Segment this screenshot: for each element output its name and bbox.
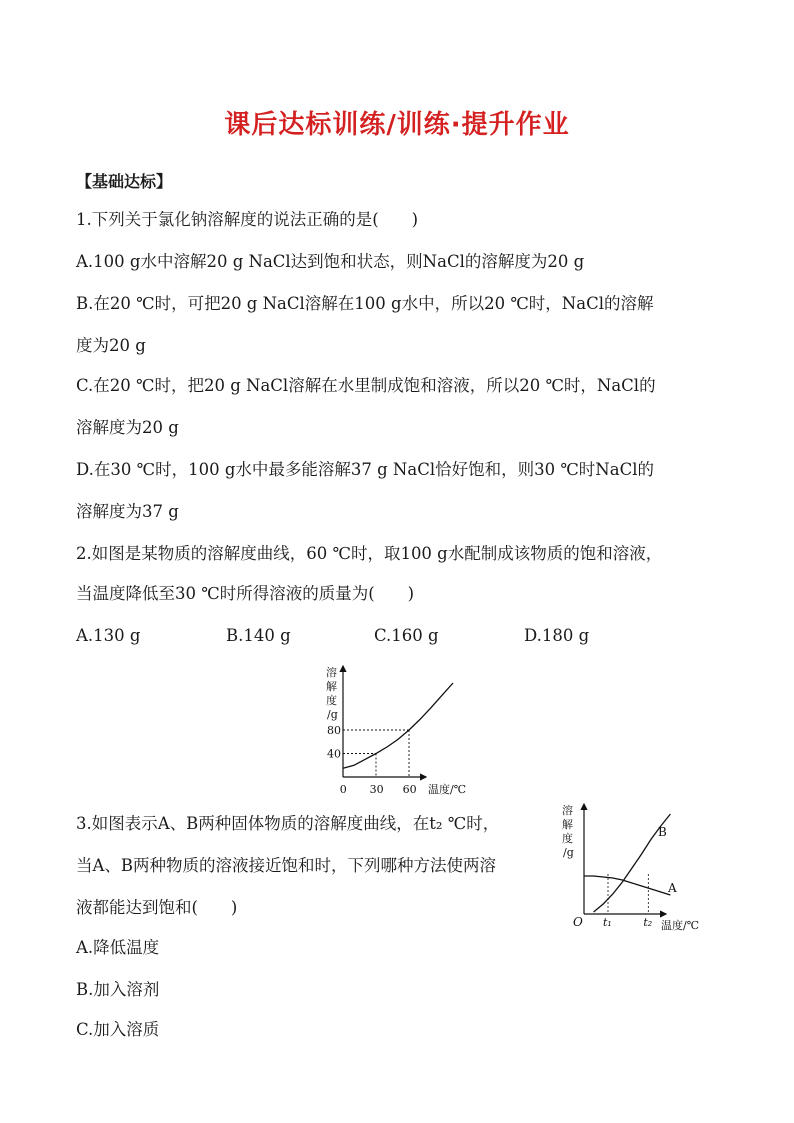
x-axis-label: 温度/℃ xyxy=(428,783,467,796)
origin-label: O xyxy=(573,915,583,929)
q2-stem-line2: 当温度降低至30 ℃时所得溶液的质量为( ) xyxy=(76,584,415,603)
section-label: 【基础达标】 xyxy=(76,172,173,191)
q2-option-a: A.130 g xyxy=(76,626,141,645)
q1-option-c-line1: C.在20 ℃时，把20 g NaCl溶解在水里制成饱和溶液，所以20 ℃时，NaCl的 xyxy=(76,376,656,395)
x-tick-label-0: t₁ xyxy=(603,916,612,929)
q3-stem-line1: 3.如图表示A、B两种固体物质的溶解度曲线，在t₂ ℃时， xyxy=(76,814,500,833)
y-axis-label-2: 解 xyxy=(326,680,337,693)
y-tick-label-1: 80 xyxy=(327,724,341,737)
q3-option-b: B.加入溶剂 xyxy=(76,980,160,999)
y-axis-label-3: 度 xyxy=(326,694,337,707)
x-tick-label-0: 0 xyxy=(339,783,347,796)
x-tick-label-2: 60 xyxy=(402,783,417,796)
x-tick-label-1: 30 xyxy=(369,783,384,796)
x-axis-label: 温度/℃ xyxy=(661,919,700,932)
y-axis-label-3: 度 xyxy=(562,832,573,845)
q2-option-c: C.160 g xyxy=(374,626,439,645)
q3-stem-line2: 当A、B两种物质的溶液接近饱和时，下列哪种方法使两溶 xyxy=(76,856,497,875)
q1-option-d-line1: D.在30 ℃时，100 g水中最多能溶解37 g NaCl恰好饱和，则30 ℃时NaCl的 xyxy=(76,460,654,479)
q2-option-b: B.140 g xyxy=(226,626,291,645)
q1-option-c-line2: 溶解度为20 g xyxy=(76,418,179,437)
q1-option-b-line1: B.在20 ℃时，可把20 g NaCl溶解在100 g水中，所以20 ℃时，NaCl的溶解 xyxy=(76,294,654,313)
q3-stem-line3: 液都能达到饱和( ) xyxy=(76,898,238,917)
y-axis-label-1: 溶 xyxy=(562,804,573,817)
curve-a-label: A xyxy=(668,881,677,895)
q1-option-b-line2: 度为20 g xyxy=(76,336,146,355)
curve-b-label: B xyxy=(658,825,667,839)
curve-a xyxy=(584,876,670,895)
y-tick-label-0: 40 xyxy=(327,747,341,761)
q1-option-d-line2: 溶解度为37 g xyxy=(76,502,179,521)
solubility-curve xyxy=(343,683,453,768)
y-axis-label-1: 溶 xyxy=(326,666,337,679)
q2-option-d: D.180 g xyxy=(524,626,590,645)
q3-option-a: A.降低温度 xyxy=(76,938,160,957)
q3-option-c: C.加入溶质 xyxy=(76,1020,160,1039)
x-tick-label-1: t₂ xyxy=(643,916,653,929)
page-title: 课后达标训练/训练·提升作业 xyxy=(224,110,570,140)
q1-option-a: A.100 g水中溶解20 g NaCl达到饱和状态，则NaCl的溶解度为20 g xyxy=(76,252,585,271)
q1-stem: 1.下列关于氯化钠溶解度的说法正确的是( ) xyxy=(76,210,419,229)
solubility-curve-chart xyxy=(322,660,472,800)
y-axis-label-4: /g xyxy=(327,708,338,721)
q2-stem-line1: 2.如图是某物质的溶解度曲线，60 ℃时，取100 g水配制成该物质的饱和溶液， xyxy=(76,544,663,563)
y-axis-label-2: 解 xyxy=(562,818,573,831)
y-axis-label-4: /g xyxy=(563,846,574,859)
ab-solubility-chart xyxy=(560,800,720,936)
